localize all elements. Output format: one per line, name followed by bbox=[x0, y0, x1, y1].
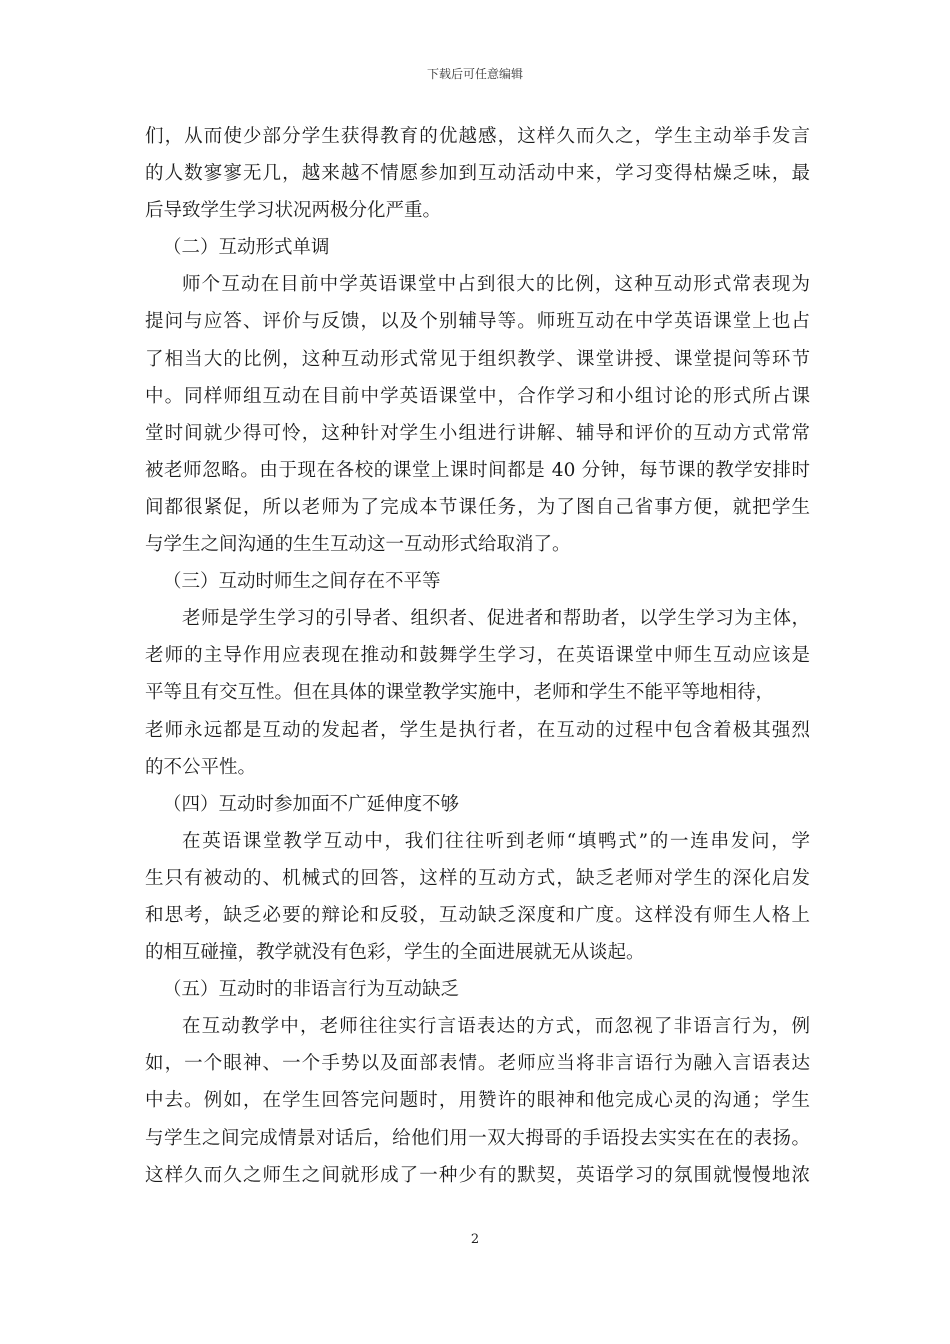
body-line: 们，从而使少部分学生获得教育的优越感，这样久而久之，学生主动举手发言 bbox=[145, 126, 810, 147]
body-line: 的不公平性。 bbox=[145, 756, 257, 778]
body-line: 和思考，缺乏必要的辩论和反驳，互动缺乏深度和广度。这样没有师生人格上 bbox=[145, 904, 810, 926]
page-header-note: 下载后可任意编辑 bbox=[426, 67, 523, 81]
body-line: 在英语课堂教学互动中，我们往往听到老师“填鸭式”的一连串发问，学 bbox=[182, 830, 810, 852]
body-line: 堂时间就少得可怜，这种针对学生小组进行讲解、辅导和评价的互动方式常常 bbox=[145, 422, 810, 444]
body-line: 平等且有交互性。但在具体的课堂教学实施中，老师和学生不能平等地相待， bbox=[145, 682, 775, 704]
body-line: 师个互动在目前中学英语课堂中占到很大的比例，这种互动形式常表现为 bbox=[182, 274, 810, 296]
body-line: 这样久而久之师生之间就形成了一种少有的默契，英语学习的氛围就慢慢地浓 bbox=[145, 1164, 810, 1186]
body-line: 与学生之间完成情景对话后，给他们用一双大拇哥的手语投去实实在在的表扬。 bbox=[145, 1127, 810, 1149]
body-line: 后导致学生学习状况两极分化严重。 bbox=[145, 200, 442, 222]
body-line: 提问与应答、评价与反馈，以及个别辅导等。师班互动在中学英语课堂上也占 bbox=[145, 311, 810, 333]
body-line: 中去。例如，在学生回答完问题时，用赞许的眼神和他完成心灵的沟通；学生 bbox=[145, 1090, 810, 1112]
section-heading: （四）互动时参加面不广延伸度不够 bbox=[163, 793, 460, 815]
section-heading: （五）互动时的非语言行为互动缺乏 bbox=[163, 979, 460, 1001]
body-line: 老师永远都是互动的发起者，学生是执行者，在互动的过程中包含着极其强烈 bbox=[145, 719, 810, 741]
body-line: 的相互碰撞，教学就没有色彩，学生的全面进展就无从谈起。 bbox=[145, 942, 645, 964]
body-line: 老师的主导作用应表现在推动和鼓舞学生学习，在英语课堂中师生互动应该是 bbox=[145, 645, 810, 667]
body-line: 生只有被动的、机械式的回答，这样的互动方式，缺乏老师对学生的深化启发 bbox=[145, 867, 810, 889]
body-line: 间都很紧促，所以老师为了完成本节课任务，为了图自己省事方便，就把学生 bbox=[145, 496, 810, 518]
body-line: 的人数寥寥无几，越来越不情愿参加到互动活动中来，学习变得枯燥乏味，最 bbox=[145, 163, 810, 185]
body-line: 老师是学生学习的引导者、组织者、促进者和帮助者，以学生学习为主体， bbox=[182, 608, 810, 630]
body-line: 与学生之间沟通的生生互动这一互动形式给取消了。 bbox=[145, 534, 571, 556]
body-line: 被老师忽略。由于现在各校的课堂上课时间都是 40 分钟，每节课的教学安排时 bbox=[145, 459, 810, 481]
body-line: 在互动教学中，老师往往实行言语表达的方式，而忽视了非语言行为，例 bbox=[182, 1016, 810, 1038]
document-body bbox=[145, 118, 810, 1194]
section-heading: （三）互动时师生之间存在不平等 bbox=[163, 571, 441, 593]
section-heading: （二）互动形式单调 bbox=[163, 237, 330, 259]
page-number: 2 bbox=[470, 1232, 480, 1247]
body-line: 如，一个眼神、一个手势以及面部表情。老师应当将非言语行为融入言语表达 bbox=[145, 1053, 810, 1075]
body-line: 了相当大的比例，这种互动形式常见于组织教学、课堂讲授、课堂提问等环节 bbox=[145, 348, 810, 370]
body-line: 中。同样师组互动在目前中学英语课堂中，合作学习和小组讨论的形式所占课 bbox=[145, 385, 810, 407]
